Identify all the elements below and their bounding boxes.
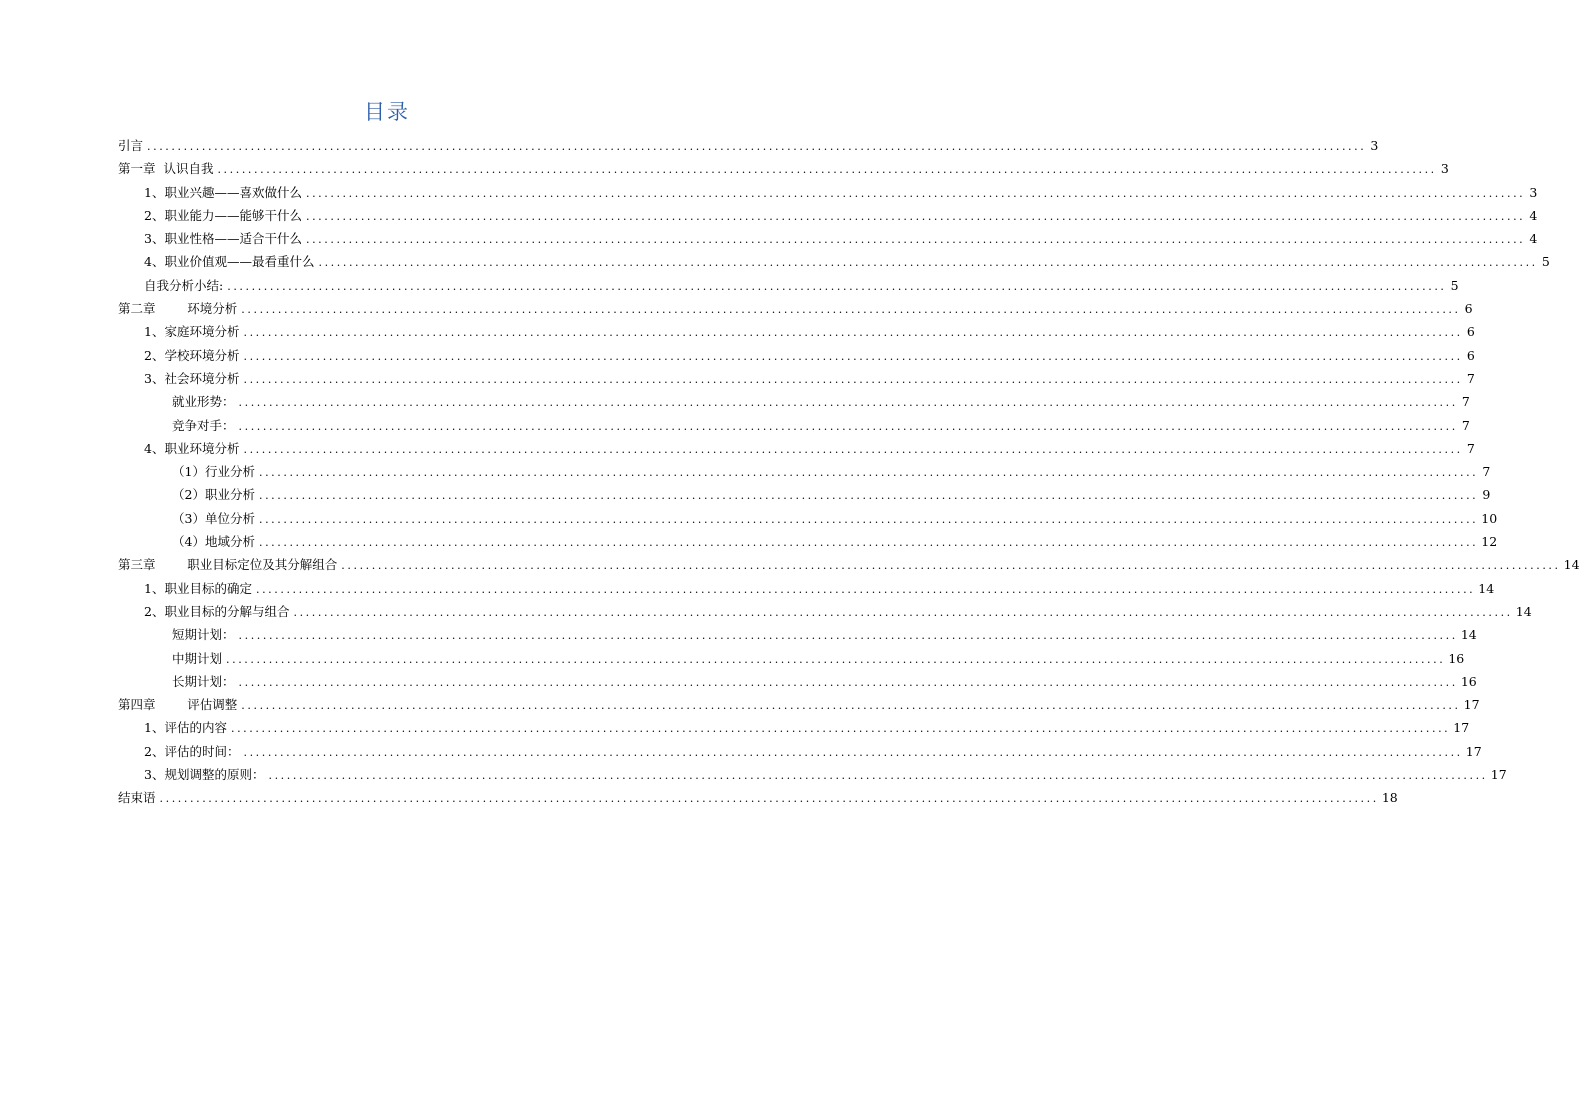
toc-entry-page-number: 3 [1529,184,1538,200]
toc-entry[interactable] [118,297,1473,320]
toc-entry-label: 第四章 评估调整 [118,697,238,713]
toc-entry[interactable] [118,204,1538,227]
toc-dot-leader: ........................................................................................................................................................................................................ [341,559,1561,573]
toc-entry-page-number: 17 [1490,767,1507,783]
toc-entry[interactable] [118,460,1491,483]
toc-entry[interactable] [118,763,1507,786]
toc-entry[interactable] [118,577,1495,600]
toc-entry-label: 2、评估的时间： [144,743,240,759]
toc-dot-leader: ........................................................................................................................................................................................................ [243,349,1463,363]
toc-entry[interactable] [118,670,1477,693]
toc-entry-page-number: 18 [1381,790,1398,806]
toc-entry-page-number: 7 [1466,440,1475,456]
toc-dot-leader: ........................................................................................................................................................................................................ [268,769,1488,783]
toc-dot-leader: ........................................................................................................................................................................................................ [217,163,1437,177]
toc-dot-leader: ........................................................................................................................................................................................................ [238,629,1458,643]
toc-entry[interactable] [118,716,1470,739]
toc-dot-leader: ........................................................................................................................................................................................................ [258,536,1479,550]
toc-dot-leader: ........................................................................................................................................................................................................ [241,303,1461,317]
toc-entry-page-number: 17 [1463,697,1480,713]
toc-entry[interactable] [118,786,1398,809]
toc-entry[interactable] [118,320,1475,343]
toc-entry-label: 短期计划： [172,627,235,643]
toc-dot-leader: ........................................................................................................................................................................................................ [258,489,1479,503]
toc-dot-leader: ........................................................................................................................................................................................................ [238,419,1458,433]
toc-entry-label: 1、职业兴趣——喜欢做什么 [144,184,302,200]
toc-dot-leader: ........................................................................................................................................................................................................ [293,605,1513,619]
toc-entry-page-number: 17 [1465,743,1482,759]
toc-entry[interactable] [118,740,1482,763]
toc-entry-page-number: 14 [1460,627,1477,643]
toc-entry-label: 3、社会环境分析 [144,370,240,386]
toc-entry-label: 2、学校环境分析 [144,347,240,363]
toc-entry-page-number: 12 [1481,534,1498,550]
toc-entry[interactable] [118,600,1532,623]
toc-entry-page-number: 6 [1466,324,1475,340]
toc-entry[interactable] [118,250,1550,273]
toc-dot-leader: ........................................................................................................................................................................................................ [147,140,1367,153]
toc-entry-page-number: 5 [1450,277,1459,293]
toc-entry-label: （3）单位分析 [172,510,255,526]
toc-entry[interactable] [118,414,1470,437]
toc-entry-label: 3、规划调整的原则： [144,767,265,783]
toc-entry[interactable] [118,157,1449,180]
toc-entry[interactable] [118,181,1538,204]
toc-entry-page-number: 3 [1370,138,1379,153]
toc-entry-page-number: 10 [1481,510,1498,526]
toc-dot-leader: ........................................................................................................................................................................................................ [227,279,1447,293]
toc-entry-label: 1、家庭环境分析 [144,324,240,340]
toc-dot-leader: ........................................................................................................................................................................................................ [230,722,1451,736]
toc-entry-page-number: 4 [1529,207,1538,223]
toc-dot-leader: ........................................................................................................................................................................................................ [243,372,1463,386]
toc-entry-label: 3、职业性格——适合干什么 [144,231,302,247]
toc-entry-page-number: 7 [1466,370,1475,386]
toc-dot-leader: ........................................................................................................................................................................................................ [226,652,1446,666]
toc-entry-label: 4、职业价值观——最看重什么 [144,254,315,270]
toc-entry-label: （2）职业分析 [172,487,255,503]
toc-entry[interactable] [118,553,1580,576]
toc-entry[interactable] [118,274,1459,297]
toc-entry-label: 引言 [118,138,144,153]
toc-entry[interactable] [118,623,1477,646]
toc-entry[interactable] [118,227,1538,250]
toc-entry-label: 第二章 环境分析 [118,301,238,317]
toc-entry-page-number: 9 [1482,487,1491,503]
toc-dot-leader: ........................................................................................................................................................................................................ [305,209,1526,223]
toc-entry[interactable] [118,530,1498,553]
toc-entry[interactable] [118,344,1475,367]
toc-entry-label: 自我分析小结: [144,277,224,293]
toc-entry[interactable] [118,507,1498,530]
toc-entry-label: （1）行业分析 [172,464,255,480]
toc-entry[interactable] [118,134,1379,157]
toc-entry-label: 长期计划： [172,673,235,689]
toc-entry-label: 2、职业目标的分解与组合 [144,603,290,619]
toc-entry[interactable] [118,390,1470,413]
toc-entry-page-number: 3 [1440,161,1449,177]
toc-entry[interactable] [118,647,1465,670]
toc-dot-leader: ........................................................................................................................................................................................................ [258,466,1479,480]
toc-entry[interactable] [118,367,1475,390]
toc-dot-leader: ........................................................................................................................................................................................................ [305,233,1526,247]
toc-dot-leader: ........................................................................................................................................................................................................ [238,675,1458,689]
toc-entry-label: 就业形势： [172,394,235,410]
toc-entry-page-number: 6 [1466,347,1475,363]
toc-entry-page-number: 14 [1515,603,1532,619]
toc-entry-page-number: 6 [1464,301,1473,317]
toc-dot-leader: ........................................................................................................................................................................................................ [238,396,1458,410]
toc-entry-page-number: 7 [1482,464,1491,480]
table-of-contents [118,134,1580,810]
toc-entry-page-number: 14 [1563,557,1580,573]
toc-entry-page-number: 5 [1541,254,1550,270]
toc-entry-page-number: 14 [1478,580,1495,596]
toc-dot-leader: ........................................................................................................................................................................................................ [305,186,1526,200]
toc-entry-page-number: 4 [1529,231,1538,247]
toc-entry-label: 1、职业目标的确定 [144,580,252,596]
toc-dot-leader: ........................................................................................................................................................................................................ [255,582,1476,596]
toc-dot-leader: ........................................................................................................................................................................................................ [243,442,1463,456]
toc-entry-label: 第三章 职业目标定位及其分解组合 [118,557,338,573]
toc-dot-leader: ........................................................................................................................................................................................................ [243,326,1463,340]
toc-entry[interactable] [118,693,1480,716]
toc-entry-page-number: 16 [1448,650,1465,666]
toc-entry-label: 第一章 认识自我 [118,161,214,177]
toc-dot-leader: ........................................................................................................................................................................................................ [159,792,1379,806]
toc-entry-page-number: 7 [1461,394,1470,410]
toc-entry-label: （4）地域分析 [172,534,255,550]
toc-dot-leader: ........................................................................................................................................................................................................ [241,699,1461,713]
toc-entry-label: 中期计划 [172,650,223,666]
toc-entry-label: 结束语 [118,790,156,806]
toc-entry-page-number: 17 [1453,720,1470,736]
toc-entry[interactable] [118,483,1491,506]
toc-entry-label: 1、评估的内容 [144,720,227,736]
toc-entry-label: 4、职业环境分析 [144,440,240,456]
toc-dot-leader: ........................................................................................................................................................................................................ [243,745,1463,759]
toc-dot-leader: ........................................................................................................................................................................................................ [318,256,1538,270]
toc-dot-leader: ........................................................................................................................................................................................................ [258,512,1479,526]
toc-entry-label: 2、职业能力——能够干什么 [144,207,302,223]
toc-entry[interactable] [118,437,1475,460]
toc-entry-page-number: 16 [1460,673,1477,689]
toc-entry-label: 竞争对手： [172,417,235,433]
toc-entry-page-number: 7 [1461,417,1470,433]
toc-title: 目录 [364,100,410,124]
